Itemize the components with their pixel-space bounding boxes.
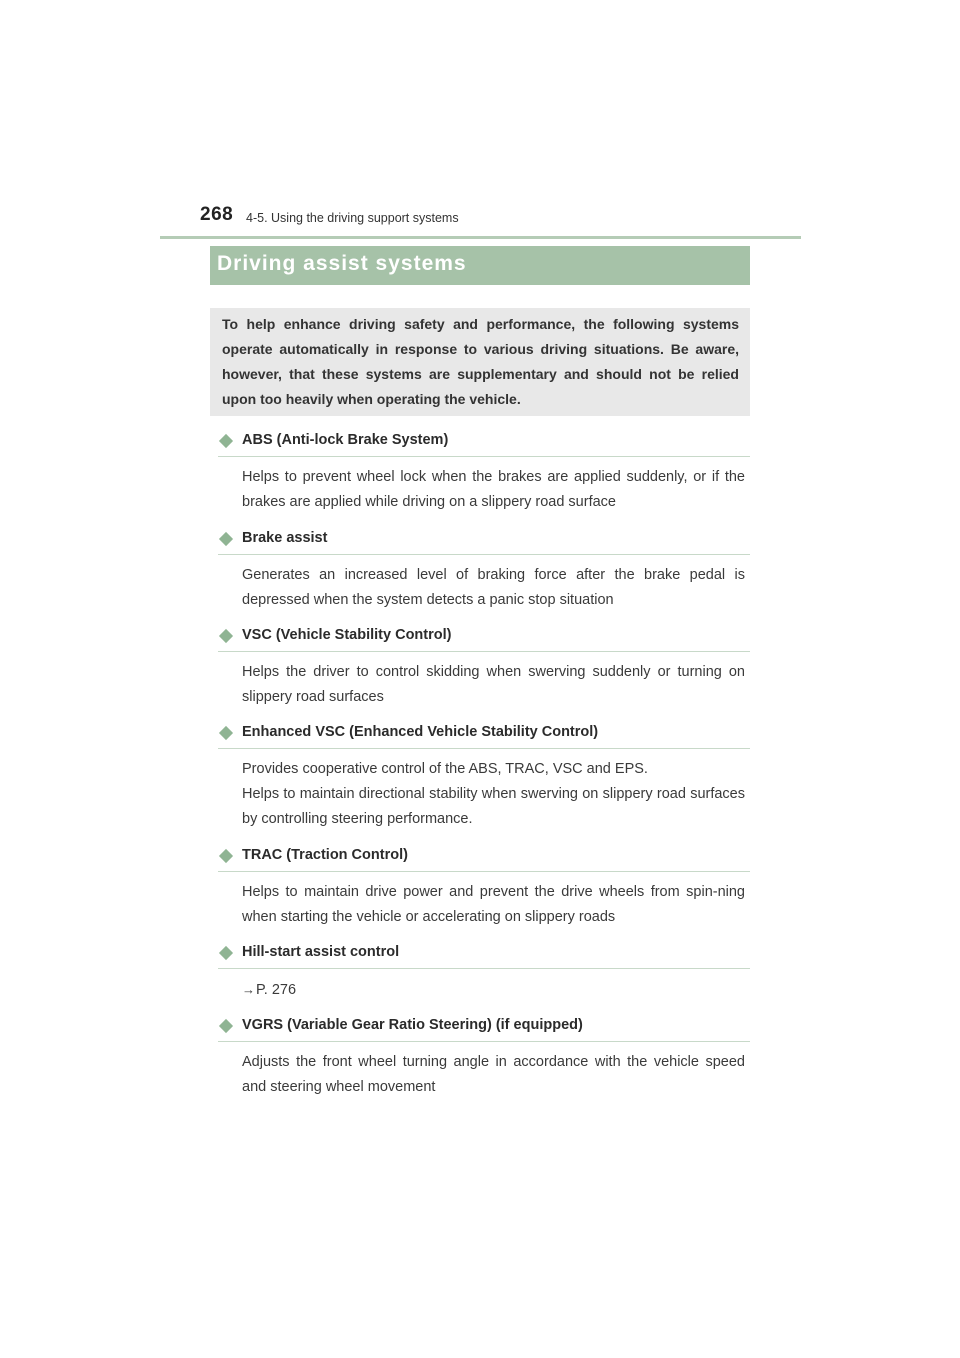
page-header (160, 200, 801, 239)
page-reference-text: P. 276 (256, 982, 297, 998)
item-title: Brake assist (242, 530, 328, 546)
item-description (242, 757, 745, 832)
diamond-bullet-icon (219, 629, 233, 643)
diamond-bullet-icon (219, 726, 233, 740)
item-heading (218, 845, 750, 872)
arrow-right-icon: → (242, 982, 255, 997)
item-title: VSC (Vehicle Stability Control) (242, 627, 452, 643)
page-number: 268 (200, 204, 234, 225)
section-title-bar (210, 246, 750, 285)
item-heading (218, 625, 750, 652)
item-title: TRAC (Traction Control) (242, 847, 408, 863)
list-item-hill-start-assist (218, 942, 750, 1003)
item-description-text-2: Helps to maintain directional stability when swerving on slippery road surfaces by controlling steering performance. (242, 786, 745, 827)
item-heading (218, 528, 750, 555)
diamond-bullet-icon (219, 532, 233, 546)
list-item-vsc (218, 625, 750, 710)
item-description-text: Helps to prevent wheel lock when the brakes are applied suddenly, or if the brakes are applied while driving on a slippery road surface (242, 469, 745, 510)
item-description-text: Provides cooperative control of the ABS, TRAC, VSC and EPS. (242, 761, 648, 777)
item-heading (218, 942, 750, 969)
item-heading (218, 430, 750, 457)
list-item-enhanced-vsc (218, 722, 750, 832)
item-description-text: Helps the driver to control skidding when swerving suddenly or turning on slippery road surfaces (242, 664, 745, 705)
diamond-bullet-icon (219, 434, 233, 448)
list-item-brake-assist (218, 528, 750, 613)
item-description (242, 1050, 745, 1100)
page-reference[interactable] (242, 977, 745, 1003)
page-title: Driving assist systems (217, 252, 467, 275)
list-item-vgrs (218, 1015, 750, 1100)
item-description (242, 465, 745, 515)
section-breadcrumb: 4-5. Using the driving support systems (246, 211, 459, 225)
item-title: VGRS (Variable Gear Ratio Steering) (if equipped) (242, 1017, 583, 1033)
intro-text: To help enhance driving safety and performance, the following systems operate automatically in response to various driving situations. Be aware, however, that these systems are supplementary and should not be relied upon too heavily when operating the vehicle. (222, 316, 739, 407)
item-description-text: Adjusts the front wheel turning angle in accordance with the vehicle speed and steering wheel movement (242, 1054, 745, 1095)
item-description (242, 563, 745, 613)
item-title: Hill-start assist control (242, 944, 400, 960)
item-heading (218, 1015, 750, 1042)
diamond-bullet-icon (219, 849, 233, 863)
item-description-text: Generates an increased level of braking force after the brake pedal is depressed when the system detects a panic stop situation (242, 567, 745, 608)
list-item-trac (218, 845, 750, 930)
intro-box (210, 308, 750, 416)
item-description (242, 880, 745, 930)
item-description (242, 660, 745, 710)
diamond-bullet-icon (219, 1019, 233, 1033)
item-title: Enhanced VSC (Enhanced Vehicle Stability Control) (242, 724, 599, 740)
diamond-bullet-icon (219, 946, 233, 960)
item-description-text: Helps to maintain drive power and prevent the drive wheels from spin-ning when starting the vehicle or accelerating on slippery roads (242, 884, 745, 925)
item-description (242, 977, 745, 1003)
list-item-abs (218, 430, 750, 515)
item-title: ABS (Anti-lock Brake System) (242, 432, 449, 448)
item-heading (218, 722, 750, 749)
